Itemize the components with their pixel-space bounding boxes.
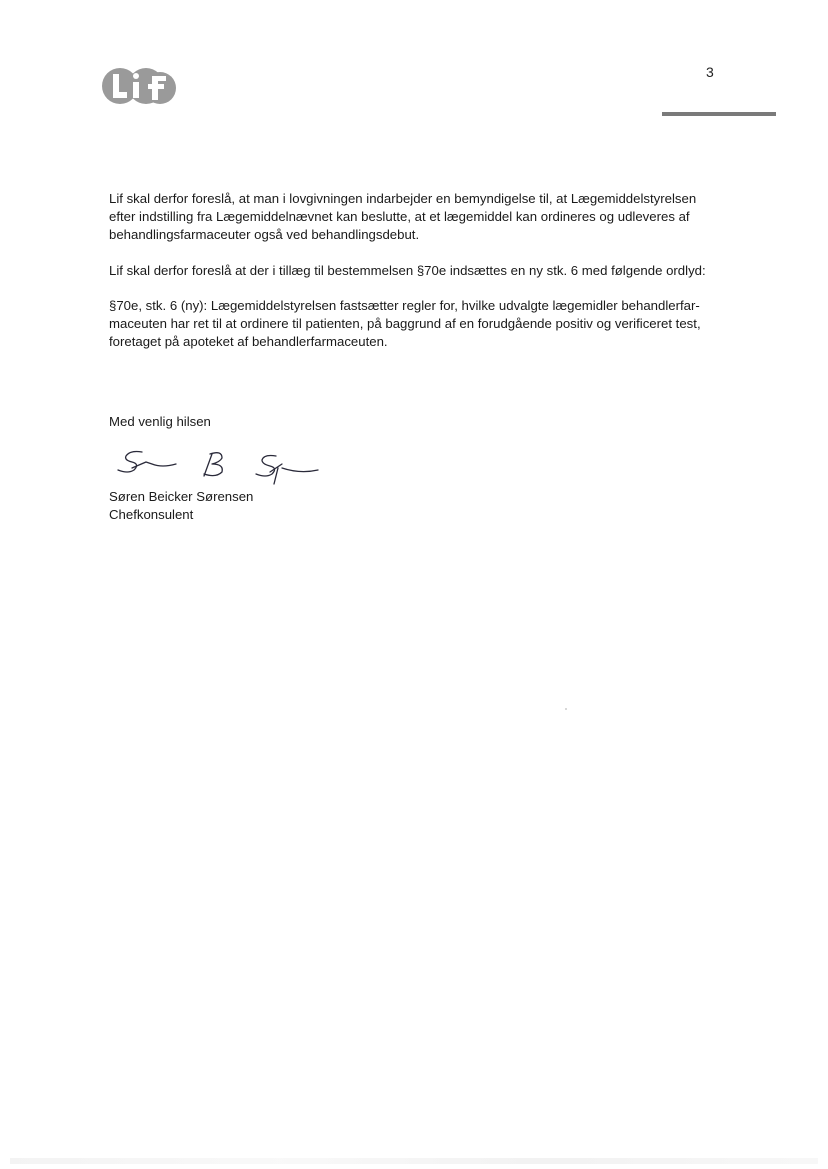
letter-body bbox=[109, 190, 719, 368]
closing-greeting: Med venlig hilsen bbox=[109, 414, 211, 429]
body-paragraph: Lif skal derfor foreslå, at man i lovgivningen indarbejder en bemyndigelse til, at Lægemiddelstyrelsen efter indstilling fra Lægemiddelnævnet kan beslutte, at et lægemiddel kan ordineres og udleveres af behandlingsfarmaceuter også ved behandlingsdebut. bbox=[109, 191, 697, 243]
lif-logo bbox=[100, 66, 178, 106]
body-paragraph: §70e, stk. 6 (ny): Lægemiddelstyrelsen fastsætter regler for, hvilke udvalgte lægemidler behandlerfar-maceuten har ret til at ordinere til patienten, på baggrund af en forudgående positiv og verificeret test, foretaget på apoteket af behandlerfarmaceuten. bbox=[109, 297, 701, 350]
signer-name: Søren Beicker Sørensen bbox=[109, 489, 254, 504]
body-paragraph: Lif skal derfor foreslå at der i tillæg til bestemmelsen §70e indsættes en ny stk. 6 med følgende ordlyd: bbox=[109, 262, 706, 278]
handwritten-signature bbox=[112, 446, 324, 494]
header-rule bbox=[662, 112, 776, 116]
signer-title: Chefkonsulent bbox=[109, 507, 194, 522]
page-number: 3 bbox=[706, 64, 714, 80]
scan-footer-smudge bbox=[10, 1158, 818, 1164]
scan-speck bbox=[565, 708, 567, 710]
